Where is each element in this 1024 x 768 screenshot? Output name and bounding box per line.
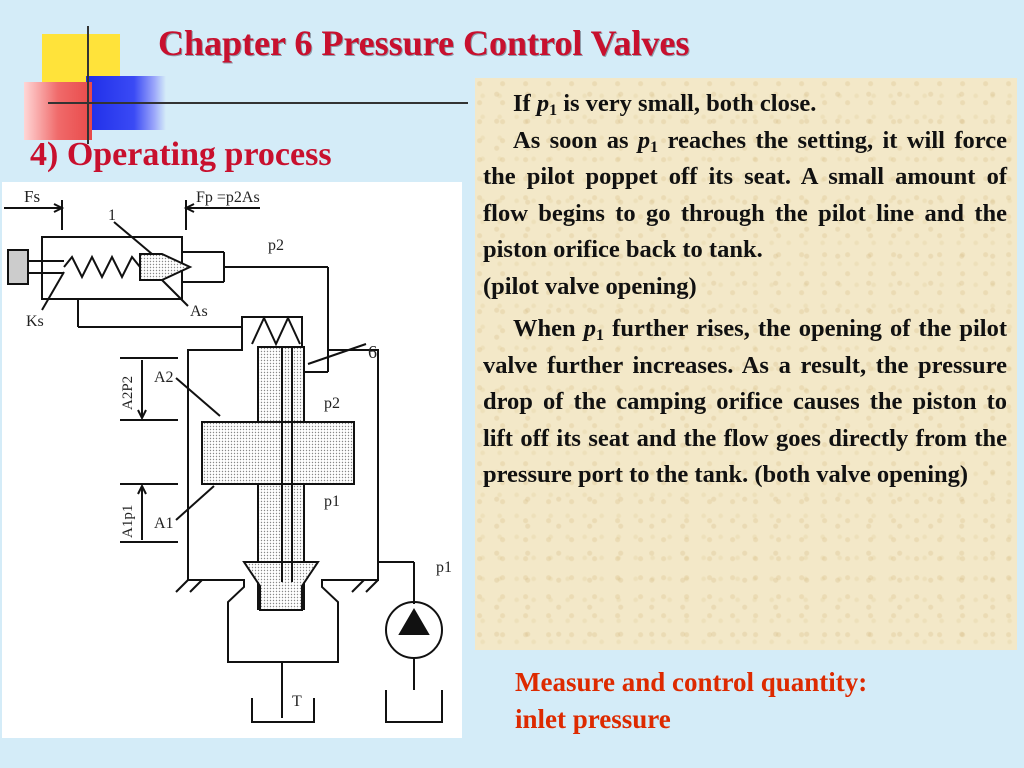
label-p2-top: p2	[268, 237, 284, 254]
tank-symbol-pump	[386, 690, 442, 722]
para-2: As soon as $p_1$ reaches the setting, it will force the pilot poppet off its seat. A small amount of flow begins to go through the pilot line and the piston orifice back to tank.	[483, 126, 1007, 263]
label-a1p1: A1p1	[120, 504, 136, 538]
section-heading: 4) Operating process	[30, 136, 332, 173]
adjust-knob	[8, 250, 28, 284]
deco-red-square	[24, 82, 92, 140]
para-1: If $p_1$ is very small, both close.	[513, 90, 817, 119]
deco-vertical-line	[87, 26, 89, 144]
main-spring	[252, 318, 300, 344]
label-p1-right: p1	[436, 559, 452, 576]
label-p2-mid: p2	[324, 395, 340, 412]
para-3: When $p_1$ further rises, the opening of the pilot valve further increases. As a result, the pressure drop of the camping orifice causes the piston to lift off its seat and the flow goes directly from the pressure port to the tank. (both valve opening)	[483, 315, 1007, 488]
label-t: T	[292, 693, 302, 710]
label-as: As	[190, 303, 208, 320]
label-a2p2: A2P2	[120, 375, 136, 410]
label-a2: A2	[154, 369, 174, 386]
label-fp: Fp =p2As	[196, 189, 260, 206]
var-p1: p	[583, 315, 597, 342]
label-6: 6	[368, 342, 377, 362]
label-1: 1	[108, 207, 116, 224]
measure-note	[515, 664, 867, 738]
slide-title: Chapter 6 Pressure Control Valves	[158, 23, 690, 63]
valve-schematic	[2, 182, 462, 738]
label-fs: Fs	[24, 187, 41, 206]
label-p1-mid: p1	[324, 493, 340, 510]
valve-diagram	[2, 182, 462, 738]
label-a1: A1	[154, 515, 174, 532]
measure-note-line-2: inlet pressure	[515, 704, 671, 734]
pilot-spring	[64, 257, 140, 277]
var-p1: p	[536, 90, 550, 117]
deco-horizontal-line	[48, 102, 468, 104]
var-p1: p	[637, 126, 651, 154]
explanation-panel	[475, 78, 1017, 650]
main-piston	[202, 422, 354, 484]
measure-note-line-1: Measure and control quantity:	[515, 667, 868, 697]
para-2-note: (pilot valve opening)	[483, 272, 697, 300]
label-ks: Ks	[26, 313, 44, 330]
